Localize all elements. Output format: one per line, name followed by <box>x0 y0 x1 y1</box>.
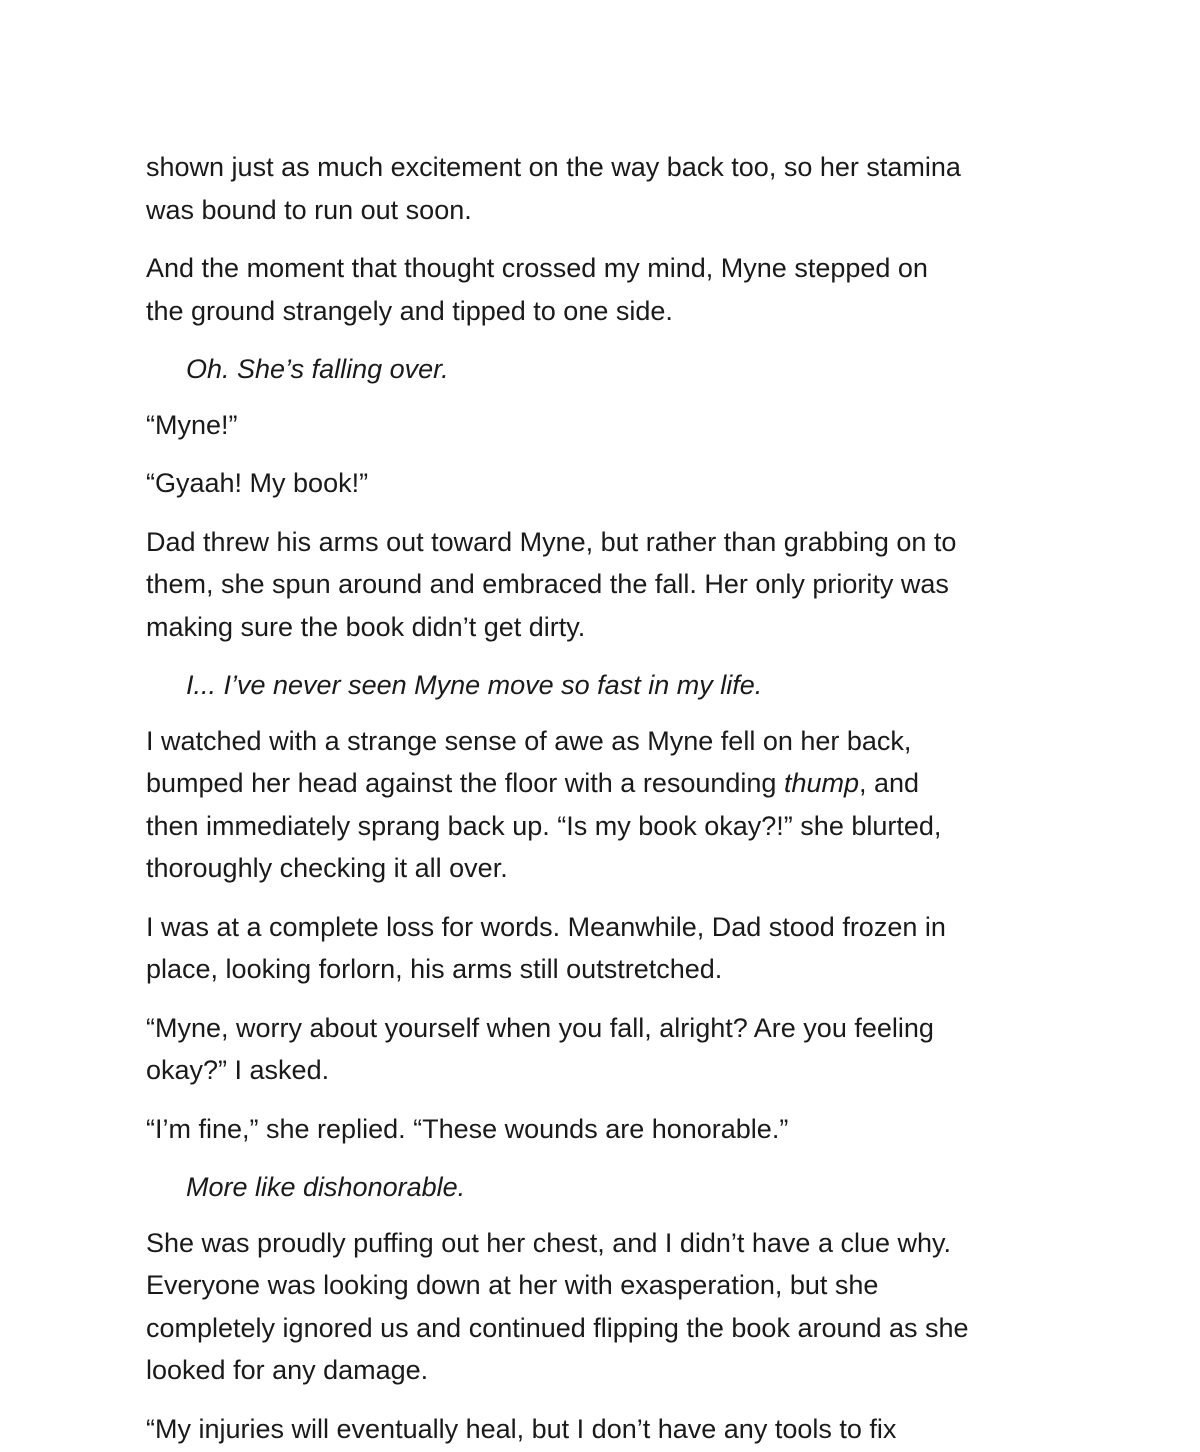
text-segment: , and <box>858 768 920 798</box>
text-line: okay?” I asked. <box>146 1055 330 1085</box>
text-segment: bumped her head against the floor with a resounding <box>146 768 784 798</box>
text-line: completely ignored us and continued flipping the book around as she <box>146 1312 969 1343</box>
emphasis-text: thump <box>783 768 859 798</box>
paragraph <box>146 146 1076 231</box>
paragraph <box>146 1222 1076 1392</box>
paragraph <box>146 1007 1076 1092</box>
text-line: them, she spun around and embraced the fall. Her only priority was <box>146 569 949 599</box>
text-line: the ground strangely and tipped to one side. <box>146 295 673 326</box>
dialogue-line <box>146 404 1076 447</box>
dialogue-line <box>146 1108 1076 1151</box>
text-line <box>146 762 1076 805</box>
dialogue-line <box>146 462 1076 505</box>
text-line: “Myne, worry about yourself when you fall, alright? Are you feeling <box>146 1012 934 1043</box>
text-line: Dad threw his arms out toward Myne, but rather than grabbing on to <box>146 526 957 557</box>
text-line: looked for any damage. <box>146 1355 429 1385</box>
inner-thought: I... I’ve never seen Myne move so fast in my life. <box>186 670 763 700</box>
text-line: “I’m fine,” she replied. “These wounds are honorable.” <box>146 1113 789 1144</box>
text-line: making sure the book didn’t get dirty. <box>146 611 586 642</box>
text-line: I was at a complete loss for words. Meanwhile, Dad stood frozen in <box>146 911 946 942</box>
text-line: shown just as much excitement on the way back too, so her stamina <box>146 152 961 182</box>
text-line: “My injuries will eventually heal, but I don’t have any tools to fix <box>146 1413 897 1444</box>
text-line: She was proudly puffing out her chest, and I didn’t have a clue why. <box>146 1227 952 1258</box>
text-line: I watched with a strange sense of awe as Myne fell on her back, <box>146 725 912 756</box>
text-line: was bound to run out soon. <box>146 194 472 225</box>
inner-thought: More like dishonorable. <box>186 1172 466 1202</box>
paragraph <box>146 521 1076 649</box>
text-line: place, looking forlorn, his arms still outstretched. <box>146 954 723 984</box>
paragraph <box>146 1408 1076 1451</box>
text-line: then immediately sprang back up. “Is my book okay?!” she blurted, <box>146 810 942 841</box>
paragraph <box>146 247 1076 332</box>
text-line: Everyone was looking down at her with exasperation, but she <box>146 1270 879 1300</box>
text-line: “Gyaah! My book!” <box>146 468 369 498</box>
paragraph <box>146 906 1076 991</box>
body-text <box>146 146 1076 1452</box>
text-line: And the moment that thought crossed my mind, Myne stepped on <box>146 253 928 283</box>
text-line: “Myne!” <box>146 409 238 440</box>
inner-thought: Oh. She’s falling over. <box>186 354 449 384</box>
text-line: thoroughly checking it all over. <box>146 853 508 883</box>
paragraph <box>146 720 1076 890</box>
